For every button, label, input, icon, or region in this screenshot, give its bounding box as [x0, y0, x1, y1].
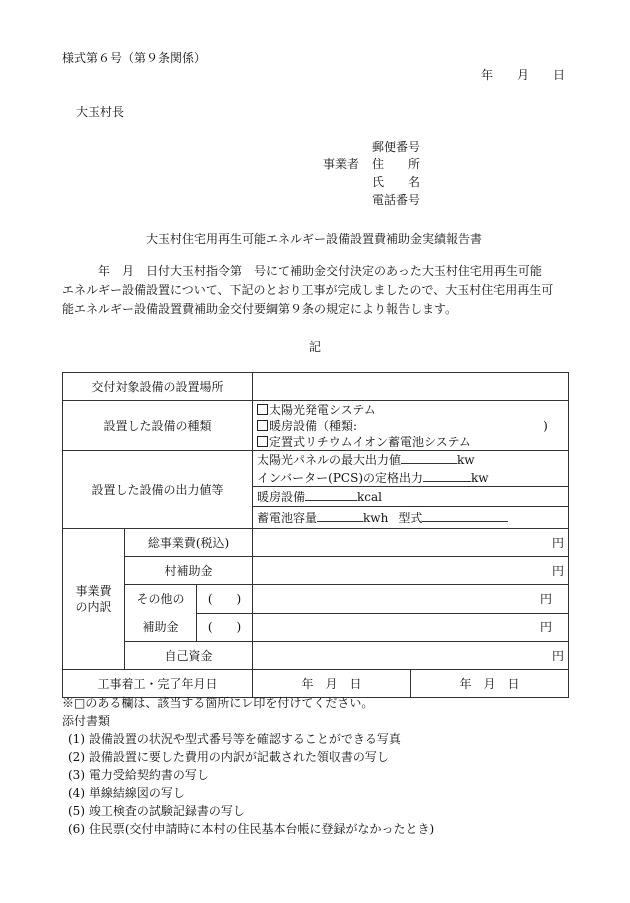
location-field[interactable]	[253, 373, 569, 401]
body-line-3: 能エネルギー設備設置費補助金交付要綱第９条の規定により報告します。	[62, 302, 458, 316]
construction-period-label: 工事着工・完了年月日	[63, 670, 253, 698]
ki-heading: 記	[309, 340, 322, 354]
location-label: 交付対象設備の設置場所	[63, 373, 253, 401]
body-line-2: エネルギー設備設置について、下記のとおり工事が完成しましたので、大玉村住宅用再生可	[62, 283, 554, 297]
date-line: 年 月 日	[481, 68, 566, 82]
attachment-item: (4) 単線結線図の写し	[68, 786, 185, 800]
form-number: 様式第６号（第９条関係）	[62, 51, 207, 65]
other-subsidy-name-1[interactable]: ( )	[197, 585, 253, 614]
total-cost-field[interactable]: 円	[253, 529, 569, 557]
village-subsidy-field[interactable]: 円	[253, 557, 569, 585]
other-subsidy-name-2[interactable]: ( )	[197, 613, 253, 642]
start-date-field[interactable]: 年 月 日	[253, 670, 411, 698]
option-battery[interactable]: 定置式リチウムイオン蓄電池システム	[257, 434, 564, 450]
heating-output-row[interactable]: 暖房設備 kcal	[253, 487, 569, 507]
address-label: 住 所	[372, 157, 421, 171]
pcs-output-row[interactable]: インバーター(PCS)の定格出力 kw	[253, 469, 569, 487]
self-funds-field[interactable]: 円	[253, 642, 569, 670]
other-subsidy-field-1[interactable]: 円	[253, 585, 569, 614]
other-subsidy-field-2[interactable]: 円	[253, 613, 569, 642]
addressee: 大玉村長	[76, 105, 125, 119]
output-label: 設置した設備の出力値等	[63, 451, 253, 529]
postal-code-label: 郵便番号	[372, 140, 421, 154]
document-title: 大玉村住宅用再生可能エネルギー設備設置費補助金実績報告書	[146, 232, 483, 246]
attachment-item: (3) 電力受給契約書の写し	[68, 768, 209, 782]
type-label: 設置した設備の種類	[63, 401, 253, 451]
option-heating[interactable]: 暖房設備（種類: )	[257, 418, 564, 434]
phone-label: 電話番号	[372, 193, 421, 207]
end-date-field[interactable]: 年 月 日	[411, 670, 569, 698]
applicant-role-label: 事業者	[323, 157, 360, 171]
attachment-item: (5) 竣工検査の試験記録書の写し	[68, 804, 245, 818]
attachment-item: (1) 設備設置の状況や型式番号等を確認することができる写真	[68, 732, 401, 746]
attachment-item: (2) 設備設置に要した費用の内訳が記載された領収書の写し	[68, 750, 389, 764]
attachment-item: (6) 住民票(交付申請時に本村の住民基本台帳に登録がなかったとき)	[68, 822, 435, 836]
cost-breakdown-label: 事業費 の内訳	[63, 529, 125, 670]
checkbox-icon[interactable]	[257, 404, 268, 415]
attachments-title: 添付書類	[62, 714, 111, 728]
checkbox-icon[interactable]	[257, 420, 268, 431]
name-label: 氏 名	[372, 175, 421, 189]
checkbox-icon[interactable]	[257, 436, 268, 447]
body-line-1: 年 月 日付大玉村指令第 号にて補助金交付決定のあった大玉村住宅用再生可能	[62, 264, 542, 278]
village-subsidy-label: 村補助金	[125, 557, 253, 585]
type-options	[253, 401, 569, 451]
battery-output-row[interactable]: 蓄電池容量 kwh 型式	[253, 507, 569, 529]
solar-output-row[interactable]: 太陽光パネルの最大出力値 kw	[253, 451, 569, 469]
report-table	[62, 372, 569, 698]
checkbox-note: ※□のある欄は、該当する箇所にレ印を付けてください。	[62, 696, 374, 710]
other-subsidy-label: その他の 補助金	[125, 585, 197, 642]
option-solar[interactable]: 太陽光発電システム	[257, 402, 564, 418]
total-cost-label: 総事業費(税込)	[125, 529, 253, 557]
self-funds-label: 自己資金	[125, 642, 253, 670]
